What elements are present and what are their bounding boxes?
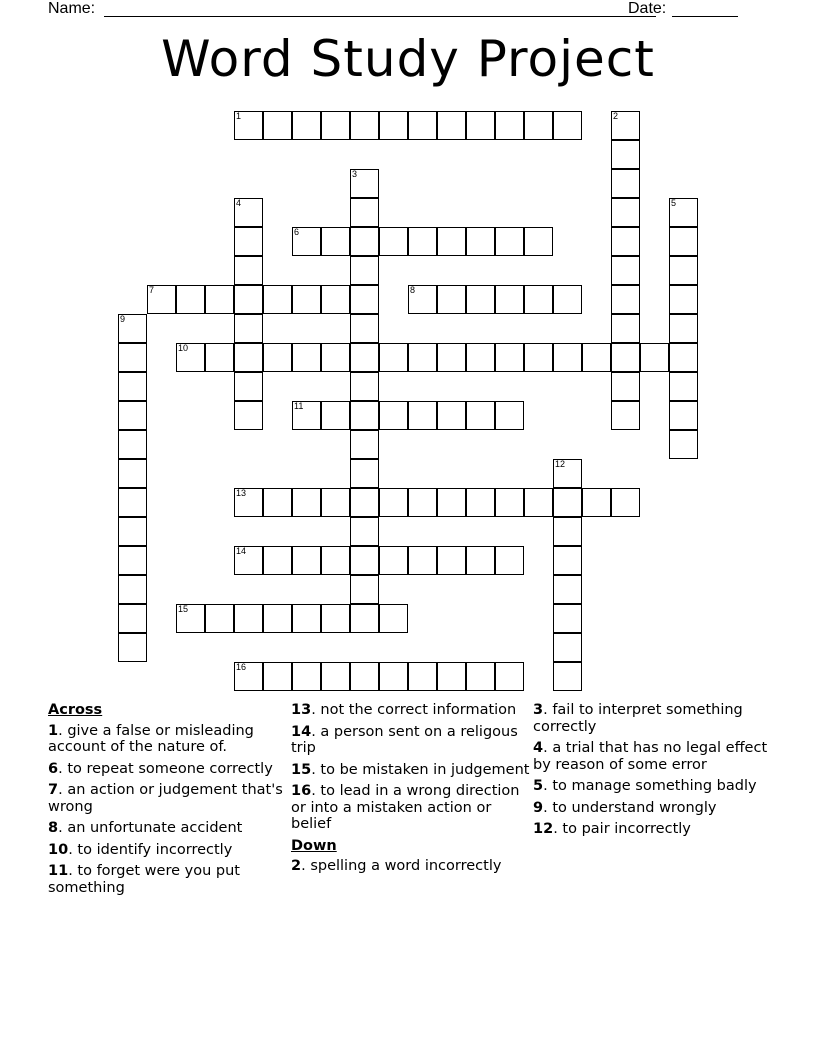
crossword-cell[interactable] xyxy=(350,459,379,488)
crossword-cell[interactable] xyxy=(379,488,408,517)
clue-text: to pair incorrectly xyxy=(562,821,691,837)
crossword-cell[interactable] xyxy=(118,459,147,488)
clue-down: 9. to understand wrongly xyxy=(533,799,717,816)
clue-across: 10. to identify incorrectly xyxy=(48,841,233,858)
crossword-cell[interactable] xyxy=(118,430,147,459)
crossword-cell[interactable] xyxy=(350,285,379,314)
crossword-cell[interactable] xyxy=(118,372,147,401)
crossword-cell[interactable] xyxy=(553,111,582,140)
crossword-cell[interactable] xyxy=(466,343,495,372)
crossword-cell[interactable] xyxy=(495,343,524,372)
crossword-cell[interactable] xyxy=(437,227,466,256)
clue-number: 8 xyxy=(48,820,59,836)
crossword-cell[interactable] xyxy=(234,314,263,343)
crossword-cell[interactable] xyxy=(234,111,263,140)
crossword-cell[interactable] xyxy=(669,401,698,430)
clue-across: 6. to repeat someone correctly xyxy=(48,760,273,777)
crossword-cell[interactable] xyxy=(611,488,640,517)
crossword-cell[interactable] xyxy=(118,401,147,430)
crossword-cell[interactable] xyxy=(466,401,495,430)
crossword-cell[interactable] xyxy=(379,604,408,633)
page-title: Word Study Project xyxy=(161,30,655,88)
crossword-cell[interactable] xyxy=(118,314,147,343)
crossword-cell[interactable] xyxy=(321,488,350,517)
crossword-cell[interactable] xyxy=(234,372,263,401)
crossword-cell[interactable] xyxy=(408,401,437,430)
clue-number: 5 xyxy=(533,778,544,794)
crossword-cell[interactable] xyxy=(553,604,582,633)
clues-column-3 xyxy=(533,702,768,843)
crossword-cell[interactable] xyxy=(118,517,147,546)
crossword-cell[interactable] xyxy=(379,662,408,691)
crossword-cell[interactable] xyxy=(234,227,263,256)
crossword-cell[interactable] xyxy=(611,401,640,430)
clue-text: give a false or misleading account of the nature of. xyxy=(48,722,254,755)
clue-text: spelling a word incorrectly xyxy=(310,858,502,874)
crossword-cell[interactable] xyxy=(611,227,640,256)
crossword-cell[interactable] xyxy=(292,343,321,372)
crossword-cell[interactable] xyxy=(350,343,379,372)
crossword-cell[interactable] xyxy=(495,285,524,314)
crossword-cell[interactable] xyxy=(321,227,350,256)
clue-text: to understand wrongly xyxy=(552,799,717,816)
clue-text: an action or judgement that's wrong xyxy=(48,782,283,815)
clue-number: 6 xyxy=(48,760,59,777)
crossword-cell[interactable] xyxy=(263,285,292,314)
clue-across: 13. not the correct information xyxy=(291,702,517,718)
crossword-cell[interactable] xyxy=(321,546,350,575)
crossword-cell[interactable] xyxy=(553,546,582,575)
crossword-cell[interactable] xyxy=(292,401,321,430)
clue-number-label: 8 xyxy=(410,285,416,295)
crossword-cell[interactable] xyxy=(118,604,147,633)
clue-number: 12 xyxy=(533,821,554,837)
crossword-cell[interactable] xyxy=(118,633,147,662)
crossword-cell[interactable] xyxy=(669,343,698,372)
crossword-cell[interactable] xyxy=(553,575,582,604)
clue-number: 3 xyxy=(533,702,544,718)
clue-number: 13 xyxy=(291,702,312,718)
clue-down: 12. to pair incorrectly xyxy=(533,821,691,837)
crossword-cell[interactable] xyxy=(350,198,379,227)
clue-text: fail to interpret something correctly xyxy=(533,702,743,735)
crossword-cell[interactable] xyxy=(321,604,350,633)
crossword-cell[interactable] xyxy=(495,488,524,517)
crossword-cell[interactable] xyxy=(321,662,350,691)
crossword-cell[interactable] xyxy=(408,488,437,517)
crossword-cell[interactable] xyxy=(495,546,524,575)
crossword-cell[interactable] xyxy=(263,662,292,691)
crossword-cell[interactable] xyxy=(524,111,553,140)
clue-number-label: 11 xyxy=(294,401,304,411)
clue-text: to be mistaken in judgement xyxy=(320,761,530,778)
crossword-cell[interactable] xyxy=(234,546,263,575)
crossword-cell[interactable] xyxy=(379,111,408,140)
clue-text: not the correct information xyxy=(320,702,517,718)
clue-number: 16 xyxy=(291,783,312,799)
crossword-cell[interactable] xyxy=(640,343,669,372)
crossword-cell[interactable] xyxy=(292,227,321,256)
clue-number-label: 12 xyxy=(555,459,566,469)
crossword-cell[interactable] xyxy=(466,662,495,691)
crossword-cell[interactable] xyxy=(379,401,408,430)
clue-across: 16. to lead in a wrong direction or into a mistaken action or belief xyxy=(291,783,520,832)
clues-column-2 xyxy=(291,702,531,880)
crossword-cell[interactable] xyxy=(553,488,582,517)
crossword-cell[interactable] xyxy=(669,314,698,343)
crossword-cell[interactable] xyxy=(379,227,408,256)
clue-text: to repeat someone correctly xyxy=(67,760,273,777)
crossword-cell[interactable] xyxy=(321,401,350,430)
clue-text: a person sent on a religous trip xyxy=(291,723,518,756)
clue-across: 8. an unfortunate accident xyxy=(48,820,243,836)
crossword-cell[interactable] xyxy=(553,517,582,546)
crossword-cell[interactable] xyxy=(292,111,321,140)
crossword-cell[interactable] xyxy=(350,227,379,256)
crossword-cell[interactable] xyxy=(292,488,321,517)
crossword-cell[interactable] xyxy=(234,198,263,227)
crossword-cell[interactable] xyxy=(118,575,147,604)
crossword-cell[interactable] xyxy=(524,343,553,372)
clue-text: a trial that has no legal effect by reason of some error xyxy=(533,740,768,773)
crossword-cell[interactable] xyxy=(495,227,524,256)
clue-text: to forget were you put something xyxy=(48,863,240,896)
clue-number: 9 xyxy=(533,799,544,816)
crossword-cell[interactable] xyxy=(553,285,582,314)
crossword-cell[interactable] xyxy=(669,430,698,459)
crossword-cell[interactable] xyxy=(350,430,379,459)
crossword-cell[interactable] xyxy=(611,198,640,227)
crossword-cell[interactable] xyxy=(263,343,292,372)
crossword-cell[interactable] xyxy=(350,488,379,517)
crossword-cell[interactable] xyxy=(118,343,147,372)
crossword-cell[interactable] xyxy=(466,488,495,517)
crossword-cell[interactable] xyxy=(524,227,553,256)
clue-across: 11. to forget were you put something xyxy=(48,863,240,896)
crossword-cell[interactable] xyxy=(582,343,611,372)
crossword-cell[interactable] xyxy=(350,546,379,575)
crossword-cell[interactable] xyxy=(611,372,640,401)
clue-across: 14. a person sent on a religous trip xyxy=(291,723,518,756)
crossword-cell[interactable] xyxy=(611,314,640,343)
crossword-cell[interactable] xyxy=(234,285,263,314)
crossword-cell[interactable] xyxy=(292,285,321,314)
clue-text: an unfortunate accident xyxy=(67,820,243,836)
crossword-cell[interactable] xyxy=(611,140,640,169)
clue-number: 10 xyxy=(48,841,69,858)
crossword-cell[interactable] xyxy=(263,488,292,517)
crossword-cell[interactable] xyxy=(350,401,379,430)
crossword-cell[interactable] xyxy=(234,604,263,633)
crossword-cell[interactable] xyxy=(292,662,321,691)
clue-number-label: 5 xyxy=(671,198,677,208)
crossword-cell[interactable] xyxy=(437,546,466,575)
clue-number: 2 xyxy=(291,858,302,874)
crossword-cell[interactable] xyxy=(437,285,466,314)
clue-number-label: 14 xyxy=(236,546,247,556)
clue-number-label: 1 xyxy=(236,111,242,121)
crossword-cell[interactable] xyxy=(118,488,147,517)
crossword-cell[interactable] xyxy=(408,285,437,314)
crossword-cell[interactable] xyxy=(118,546,147,575)
clue-number-label: 2 xyxy=(613,111,619,121)
crossword-cell[interactable] xyxy=(437,401,466,430)
clue-text: to lead in a wrong direction or into a mistaken action or belief xyxy=(291,783,520,832)
crossword-cell[interactable] xyxy=(176,604,205,633)
crossword-cell[interactable] xyxy=(408,662,437,691)
crossword-cell[interactable] xyxy=(379,546,408,575)
crossword-cell[interactable] xyxy=(292,546,321,575)
clue-across: 15. to be mistaken in judgement xyxy=(291,761,530,778)
crossword-cell[interactable] xyxy=(408,546,437,575)
crossword-cell[interactable] xyxy=(408,227,437,256)
crossword-cell[interactable] xyxy=(350,111,379,140)
crossword-cell[interactable] xyxy=(234,343,263,372)
crossword-cell[interactable] xyxy=(176,285,205,314)
crossword-cell[interactable] xyxy=(176,343,205,372)
crossword-cell[interactable] xyxy=(466,546,495,575)
crossword-cell[interactable] xyxy=(408,111,437,140)
crossword-cell[interactable] xyxy=(350,169,379,198)
crossword-cell[interactable] xyxy=(147,285,176,314)
clue-number: 4 xyxy=(533,740,544,756)
crossword-cell[interactable] xyxy=(350,662,379,691)
crossword-cell[interactable] xyxy=(611,111,640,140)
crossword-cell[interactable] xyxy=(466,227,495,256)
crossword-cell[interactable] xyxy=(611,285,640,314)
crossword-cell[interactable] xyxy=(669,256,698,285)
crossword-cell[interactable] xyxy=(466,111,495,140)
crossword-cell[interactable] xyxy=(553,459,582,488)
crossword-cell[interactable] xyxy=(669,198,698,227)
crossword-cell[interactable] xyxy=(234,488,263,517)
crossword-cell[interactable] xyxy=(524,285,553,314)
crossword-cell[interactable] xyxy=(495,111,524,140)
crossword-cell[interactable] xyxy=(495,401,524,430)
clue-number: 7 xyxy=(48,782,59,798)
clue-number: 1 xyxy=(48,722,59,739)
crossword-cell[interactable] xyxy=(292,604,321,633)
crossword-cell[interactable] xyxy=(495,662,524,691)
crossword-cell[interactable] xyxy=(466,285,495,314)
crossword-cell[interactable] xyxy=(437,343,466,372)
crossword-cell[interactable] xyxy=(321,285,350,314)
crossword-cell[interactable] xyxy=(669,285,698,314)
crossword-cell[interactable] xyxy=(234,662,263,691)
clues-column-1 xyxy=(48,702,288,901)
clue-number: 14 xyxy=(291,723,312,740)
down-heading: Down xyxy=(291,837,337,854)
crossword-cell[interactable] xyxy=(263,546,292,575)
name-label: Name: xyxy=(48,0,96,17)
clue-number: 11 xyxy=(48,863,69,879)
date-label: Date: xyxy=(628,0,667,17)
crossword-cell[interactable] xyxy=(350,575,379,604)
crossword-cell[interactable] xyxy=(553,662,582,691)
crossword-cell[interactable] xyxy=(205,285,234,314)
crossword-cell[interactable] xyxy=(408,343,437,372)
clue-text: to identify incorrectly xyxy=(77,841,233,858)
clue-across: 7. an action or judgement that's wrong xyxy=(48,782,283,815)
crossword-cell[interactable] xyxy=(321,111,350,140)
crossword-cell[interactable] xyxy=(611,343,640,372)
clue-down: 3. fail to interpret something correctly xyxy=(533,702,743,735)
crossword-cell[interactable] xyxy=(263,604,292,633)
crossword-cell[interactable] xyxy=(437,111,466,140)
crossword-cell[interactable] xyxy=(669,372,698,401)
crossword-cell[interactable] xyxy=(234,256,263,285)
crossword-cell[interactable] xyxy=(234,401,263,430)
crossword-cell[interactable] xyxy=(611,256,640,285)
crossword-cell[interactable] xyxy=(350,256,379,285)
clue-number-label: 15 xyxy=(178,604,189,614)
clue-number: 15 xyxy=(291,761,312,778)
crossword-cell[interactable] xyxy=(350,372,379,401)
clue-number-label: 16 xyxy=(236,662,247,672)
clue-number-label: 10 xyxy=(178,343,189,353)
crossword-cell[interactable] xyxy=(553,633,582,662)
clue-number-label: 6 xyxy=(294,227,300,237)
crossword-cell[interactable] xyxy=(321,343,350,372)
crossword-cell[interactable] xyxy=(582,488,611,517)
across-heading: Across xyxy=(48,702,103,718)
clue-number-label: 9 xyxy=(120,314,126,324)
crossword-cell[interactable] xyxy=(205,343,234,372)
clue-across: 1. give a false or misleading account of the nature of. xyxy=(48,722,254,755)
clue-text: to manage something badly xyxy=(552,778,757,794)
crossword-cell[interactable] xyxy=(379,343,408,372)
crossword-cell[interactable] xyxy=(437,488,466,517)
crossword-cell[interactable] xyxy=(205,604,234,633)
clue-down: 2. spelling a word incorrectly xyxy=(291,858,502,874)
crossword-cell[interactable] xyxy=(437,662,466,691)
crossword-cell[interactable] xyxy=(263,111,292,140)
crossword-cell[interactable] xyxy=(611,169,640,198)
crossword-cell[interactable] xyxy=(350,517,379,546)
clue-number-label: 4 xyxy=(236,198,242,208)
crossword-cell[interactable] xyxy=(553,343,582,372)
crossword-cell[interactable] xyxy=(669,227,698,256)
crossword-cell[interactable] xyxy=(524,488,553,517)
crossword-cell[interactable] xyxy=(350,604,379,633)
clue-down: 4. a trial that has no legal effect by reason of some error xyxy=(533,740,768,773)
clue-number-label: 3 xyxy=(352,169,358,179)
clue-number-label: 13 xyxy=(236,488,247,498)
clue-down: 5. to manage something badly xyxy=(533,778,757,794)
crossword-cell[interactable] xyxy=(350,314,379,343)
clue-number-label: 7 xyxy=(149,285,155,295)
